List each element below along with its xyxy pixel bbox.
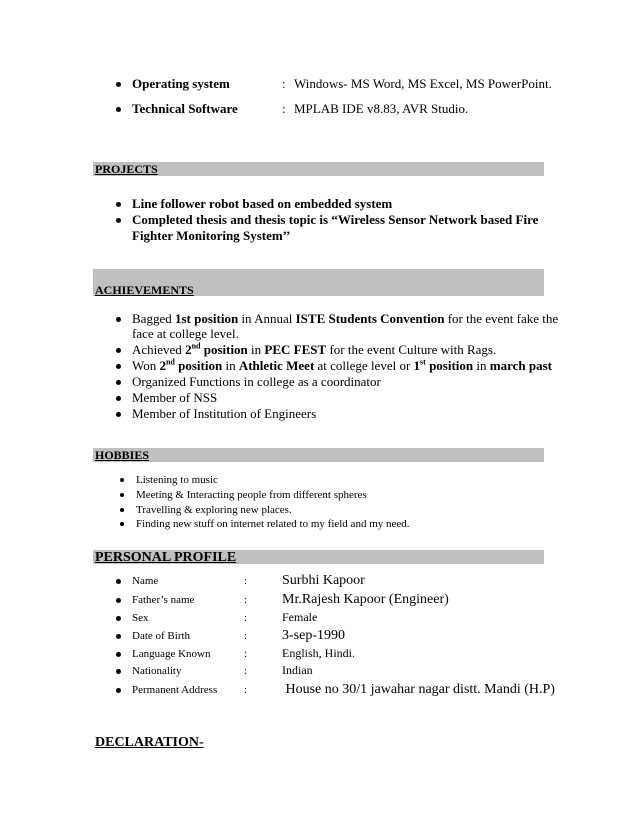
- skill-value-software: MPLAB IDE v8.83, AVR Studio.: [294, 101, 469, 116]
- bullet-icon: [116, 579, 121, 584]
- achievement-item: Organized Functions in college as a coordinator: [132, 374, 381, 389]
- profile-label: Language Known: [132, 648, 211, 660]
- achievements-heading: ACHIEVEMENTS: [95, 283, 194, 297]
- profile-value: English, Hindi.: [282, 646, 356, 660]
- bullet-icon: [116, 598, 121, 603]
- profile-sep: :: [244, 594, 248, 606]
- projects-heading-bar: [93, 162, 544, 176]
- hobby-item: Travelling & exploring new places.: [136, 504, 292, 516]
- profile-sep: :: [244, 648, 248, 660]
- profile-sep: :: [244, 630, 248, 642]
- personal-heading: PERSONAL PROFILE: [95, 550, 237, 565]
- profile-value: Mr.Rajesh Kapoor (Engineer): [282, 592, 449, 607]
- hobby-item: Listening to music: [136, 474, 218, 486]
- bullet-icon: [116, 380, 121, 385]
- bullet-icon: [116, 107, 121, 112]
- profile-sep: :: [244, 612, 248, 624]
- hobbies-heading: HOBBIES: [95, 448, 150, 462]
- skill-label-software: Technical Software: [132, 101, 238, 116]
- profile-label: Date of Birth: [132, 630, 191, 642]
- achievement-item: Member of Institution of Engineers: [132, 406, 317, 421]
- project-item-continued: Fighter Monitoring System’’: [132, 228, 291, 243]
- bullet-icon: [116, 412, 121, 417]
- profile-value: 3-sep-1990: [282, 628, 345, 643]
- achievement-item: Won 2nd position in Athletic Meet at college level or 1st position in march past: [132, 357, 553, 373]
- profile-sep: :: [244, 684, 248, 696]
- bullet-icon: [116, 396, 121, 401]
- bullet-icon: [116, 218, 121, 223]
- skill-label-os: Operating system: [132, 76, 230, 91]
- bullet-icon: [116, 317, 121, 322]
- bullet-icon: [116, 634, 121, 639]
- profile-label: Father’s name: [132, 594, 195, 606]
- hobby-item: Finding new stuff on internet related to my field and my need.: [136, 518, 410, 530]
- skill-sep: :: [282, 101, 286, 116]
- bullet-icon: [120, 493, 124, 497]
- profile-label: Permanent Address: [132, 684, 218, 696]
- achievement-item: Member of NSS: [132, 390, 218, 405]
- bullet-icon: [120, 522, 124, 526]
- profile-value: Surbhi Kapoor: [282, 573, 365, 588]
- profile-value: House no 30/1 jawahar nagar distt. Mandi (H.P): [282, 682, 555, 697]
- project-item: Line follower robot based on embedded system: [132, 196, 393, 211]
- profile-label: Nationality: [132, 665, 182, 677]
- achievement-item: Bagged 1st position in Annual ISTE Students Convention for the event fake the: [132, 311, 559, 326]
- bullet-icon: [116, 669, 121, 674]
- profile-label: Name: [132, 575, 159, 587]
- bullet-icon: [116, 348, 121, 353]
- skill-sep: :: [282, 76, 286, 91]
- hobbies-heading-bar: [93, 448, 544, 462]
- skill-value-os: Windows- MS Word, MS Excel, MS PowerPoint.: [294, 76, 552, 91]
- profile-label: Sex: [132, 612, 149, 624]
- bullet-icon: [116, 364, 121, 369]
- profile-sep: :: [244, 665, 248, 677]
- bullet-icon: [120, 478, 124, 482]
- profile-value: Indian: [282, 663, 313, 677]
- hobby-item: Meeting & Interacting people from different spheres: [136, 489, 367, 501]
- profile-value: Female: [282, 610, 318, 624]
- projects-heading: PROJECTS: [95, 162, 158, 176]
- bullet-icon: [116, 688, 121, 693]
- bullet-icon: [120, 508, 124, 512]
- declaration-heading: DECLARATION-: [95, 735, 204, 750]
- bullet-icon: [116, 652, 121, 657]
- bullet-icon: [116, 616, 121, 621]
- profile-sep: :: [244, 575, 248, 587]
- achievement-item: Achieved 2nd position in PEC FEST for the event Culture with Rags.: [132, 341, 497, 357]
- achievement-item-continued: face at college level.: [132, 326, 239, 341]
- bullet-icon: [116, 202, 121, 207]
- bullet-icon: [116, 82, 121, 87]
- project-item: Completed thesis and thesis topic is “Wireless Sensor Network based Fire: [132, 212, 539, 227]
